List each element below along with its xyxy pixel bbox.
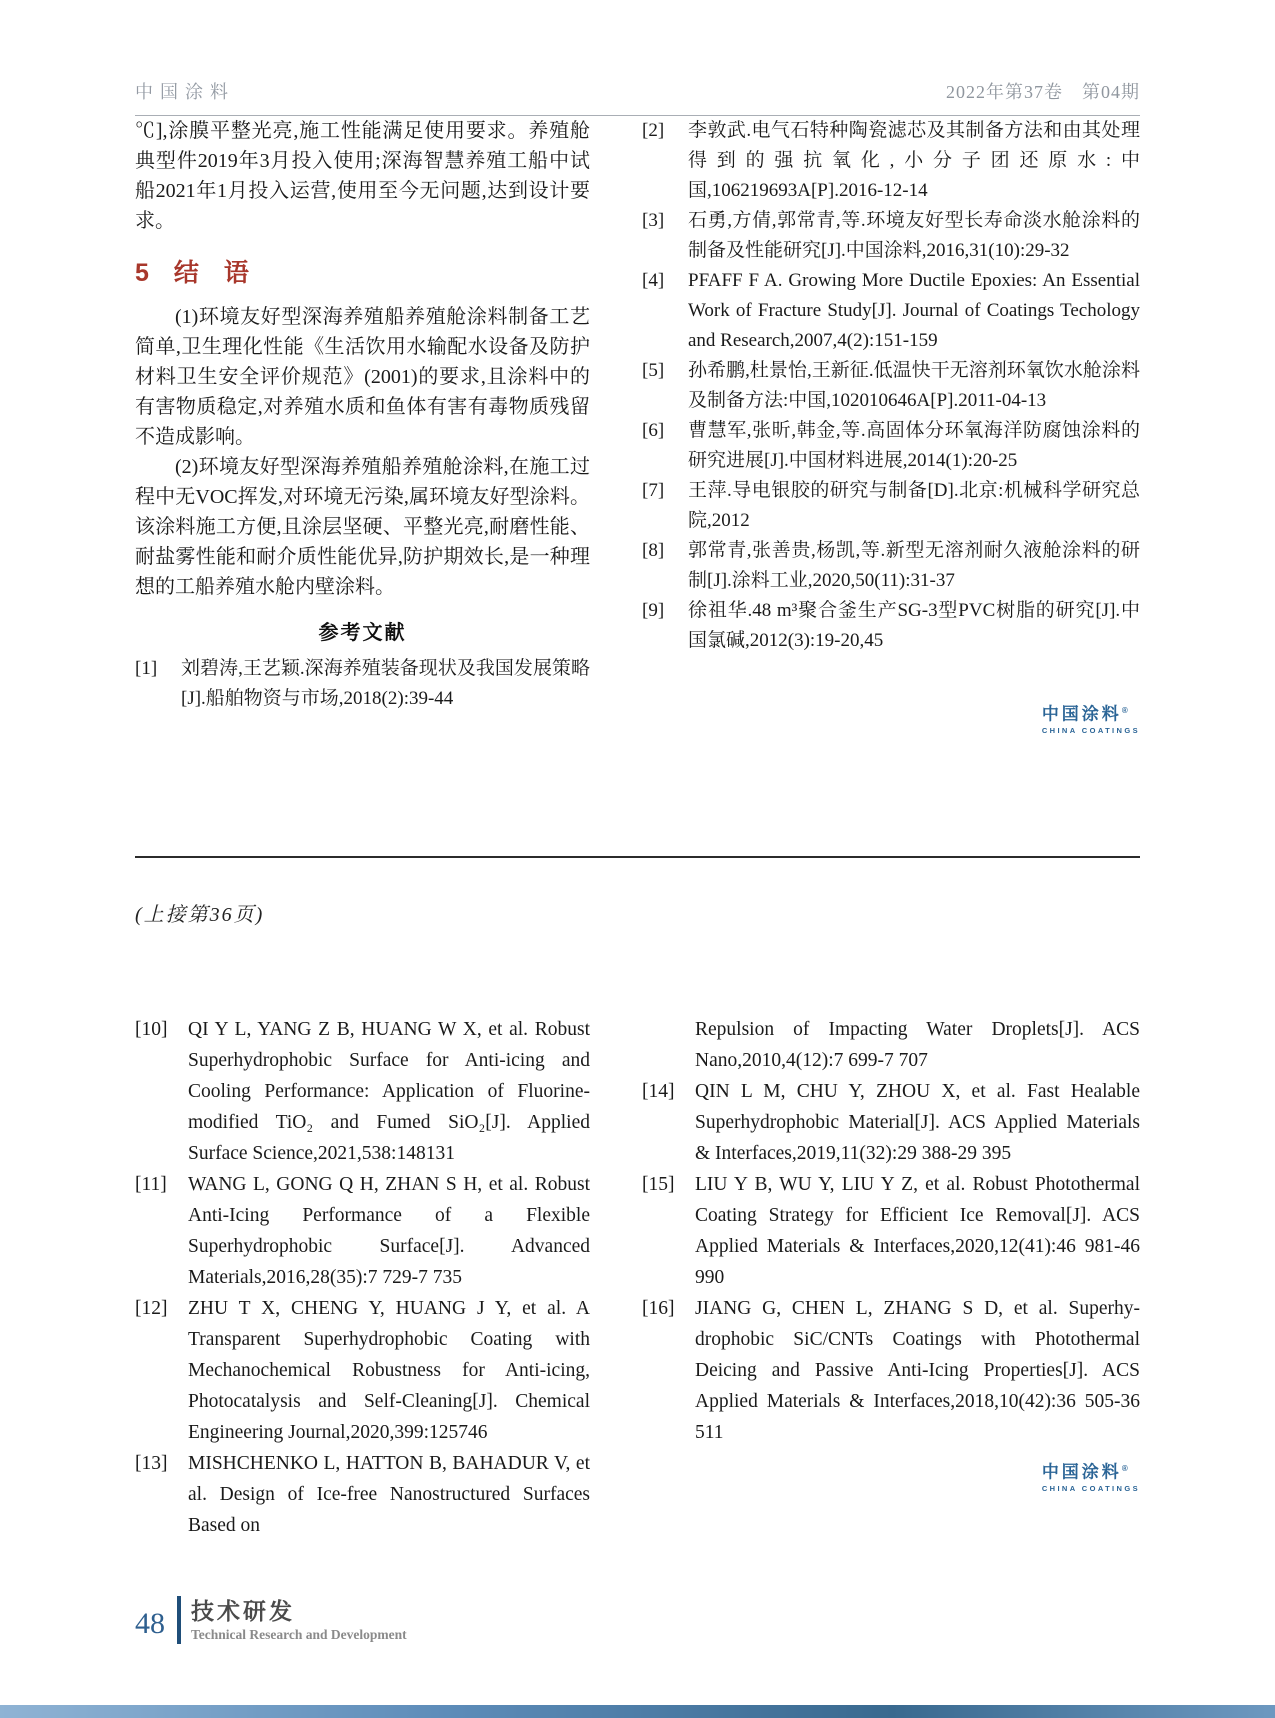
bottom-section [135,1014,1140,1541]
reference-item-1 [135,654,590,714]
china-coatings-logo [1042,702,1140,736]
ref-number: [7] [642,480,665,501]
top-right-column [642,116,1140,856]
china-coatings-logo [1042,1460,1140,1494]
ref-text: LIU Y B, WU Y, LIU Y Z, et al. Robust Photothermal Coating Strategy for Efficient Ice Removal[J]. ACS Applied Materials & Interfaces,2020,12(41):46 981-46 990 [695,1174,1140,1288]
ref-number: [15] [642,1174,675,1195]
ref-text: Repulsion of Impacting Water Droplets[J]. ACS Nano,2010,4(12):7 699-7 707 [695,1019,1140,1071]
reference-item-5 [642,356,1140,416]
section-divider [135,856,1140,858]
reference-item-14 [642,1076,1140,1169]
section-title-en: Technical Research and Development [191,1627,407,1642]
reference-item-7 [642,476,1140,536]
page-number: 48 [135,1607,165,1640]
registered-mark-icon: ® [1121,706,1128,715]
ref-number: [5] [642,360,665,381]
logo-wordmark [1042,1460,1140,1482]
ref-number: [11] [135,1174,167,1195]
reference-item-10 [135,1014,590,1169]
bottom-right-column [642,1014,1140,1541]
reference-item-9 [642,596,1140,656]
footer-section-titles [191,1598,407,1644]
logo-en-text: CHINA COATINGS [1041,725,1140,735]
ref-number: [2] [642,120,665,141]
bottom-left-column [135,1014,590,1541]
ref-text: QI Y L, YANG Z B, HUANG W X, et al. Robust Superhydrophobic Surface for Anti-icing and Cooling Performance: Application of Fluorine-modified TiO₂ and Fumed SiO₂[J]. Applied Surface Science,2021,538:148131 [188,1019,590,1164]
bottom-color-bar [0,1705,1275,1718]
ref-text: 刘碧涛,王艺颖.深海养殖装备现状及我国发展策略[J].船舶物资与市场,2018(2):39-44 [181,658,590,709]
section-heading-conclusion: 5 结 语 [135,259,249,287]
ref-number: [14] [642,1081,675,1102]
ref-number: [9] [642,600,665,621]
reference-item-13 [135,1448,590,1541]
reference-item-11 [135,1169,590,1293]
reference-item-13-continued [642,1014,1140,1076]
ref-text: 石勇,方倩,郭常青,等.环境友好型长寿命淡水舱涂料的制备及性能研究[J].中国涂料,2016,31(10):29-32 [688,210,1140,261]
logo-cn-text: 中国涂料 [1041,704,1122,724]
ref-number: [4] [642,270,665,291]
conclusion-paragraph-2: (2)环境友好型深海养殖船养殖舱涂料,在施工过程中无VOC挥发,对环境无污染,属环境友好型涂料。该涂料施工方便,且涂层坚硬、平整光亮,耐磨性能、耐盐雾性能和耐介质性能优异,防护期效长,是一种理想的工船养殖水舱内壁涂料。 [135,456,590,598]
ref-text: PFAFF F A. Growing More Ductile Epoxies: An Essential Work of Fracture Study[J]. Journal of Coatings Techology and Research,2007,4(2):151-159 [688,270,1140,351]
ref-text: WANG L, GONG Q H, ZHAN S H, et al. Robust Anti-Icing Performance of a Flexible Superhydrophobic Surface[J]. Advanced Materials,2016,28(35):7 729-7 735 [188,1174,590,1288]
ref-number: [6] [642,420,665,441]
ref-text: 孙希鹏,杜景怡,王新征.低温快干无溶剂环氧饮水舱涂料及制备方法:中国,102010646A[P].2011-04-13 [688,360,1140,411]
page-header [135,0,1140,116]
reference-item-3 [642,206,1140,266]
ref-text: ZHU T X, CHENG Y, HUANG J Y, et al. A Transparent Superhydrophobic Coating with Mechanochemical Robustness for Anti-icing, Photocatalysis and Self-Cleaning[J]. Chemical Engineering Journal,2020,399:125746 [188,1298,590,1443]
top-section [135,116,1140,856]
conclusion-paragraph-1: (1)环境友好型深海养殖船养殖舱涂料制备工艺简单,卫生理化性能《生活饮用水输配水设备及防护材料卫生安全评价规范》(2001)的要求,且涂料中的有害物质稳定,对养殖水质和鱼体有害有毒物质残留不造成影响。 [135,306,590,448]
ref-text: 徐祖华.48 m³聚合釜生产SG-3型PVC树脂的研究[J].中国氯碱,2012(3):19-20,45 [688,600,1140,651]
reference-item-12 [135,1293,590,1448]
continuation-note: (上接第36页) [135,904,265,926]
logo-wordmark [1042,702,1140,724]
ref-number: [8] [642,540,665,561]
references-title: 参考文献 [318,622,407,644]
reference-item-15 [642,1169,1140,1293]
reference-item-4 [642,266,1140,356]
logo-en-text: CHINA COATINGS [1041,1483,1140,1493]
ref-number: [1] [135,658,158,679]
ref-text: JIANG G, CHEN L, ZHANG S D, et al. Superhy-drophobic SiC/CNTs Coatings with Photothermal Deicing and Passive Anti-Icing Properties[J]. ACS Applied Materials & Interfaces,2018,10(42):36 505-36 511 [695,1298,1140,1443]
ref-text: MISHCHENKO L, HATTON B, BAHADUR V, et al. Design of Ice-free Nanostructured Surfaces Based on [188,1453,590,1536]
journal-name: 中国涂料 [135,82,235,102]
reference-item-16 [642,1293,1140,1448]
ref-text: 王萍.导电银胶的研究与制备[D].北京:机械科学研究总院,2012 [688,480,1140,531]
registered-mark-icon: ® [1121,1464,1128,1473]
ref-number: [3] [642,210,665,231]
conclusion-lead-paragraph: ℃],涂膜平整光亮,施工性能满足使用要求。养殖舱典型件2019年3月投入使用;深海智慧养殖工船中试船2021年1月投入运营,使用至今无问题,达到设计要求。 [135,120,590,232]
ref-number: [13] [135,1453,168,1474]
ref-number: [12] [135,1298,168,1319]
ref-text: 李敦武.电气石特种陶瓷滤芯及其制备方法和由其处理得到的强抗氧化,小分子团还原水:中国,106219693A[P].2016-12-14 [688,120,1140,201]
reference-item-8 [642,536,1140,596]
section-title-cn: 技术研发 [191,1598,295,1624]
ref-number: [16] [642,1298,675,1319]
top-left-column [135,116,590,856]
ref-text: QIN L M, CHU Y, ZHOU X, et al. Fast Healable Superhydrophobic Material[J]. ACS Applied Materials & Interfaces,2019,11(32):29 388-29 395 [695,1081,1140,1164]
page-footer [135,1596,407,1644]
ref-number: [10] [135,1019,168,1040]
logo-cn-text: 中国涂料 [1041,1462,1122,1482]
ref-number [642,1014,695,1076]
ref-text: 曹慧军,张昕,韩金,等.高固体分环氧海洋防腐蚀涂料的研究进展[J].中国材料进展,2014(1):20-25 [688,420,1140,471]
reference-item-6 [642,416,1140,476]
issue-info: 2022年第37卷 第04期 [946,82,1140,102]
footer-divider-bar [177,1596,181,1644]
ref-text: 郭常青,张善贵,杨凯,等.新型无溶剂耐久液舱涂料的研制[J].涂料工业,2020,50(11):31-37 [688,540,1140,591]
reference-item-2 [642,116,1140,206]
